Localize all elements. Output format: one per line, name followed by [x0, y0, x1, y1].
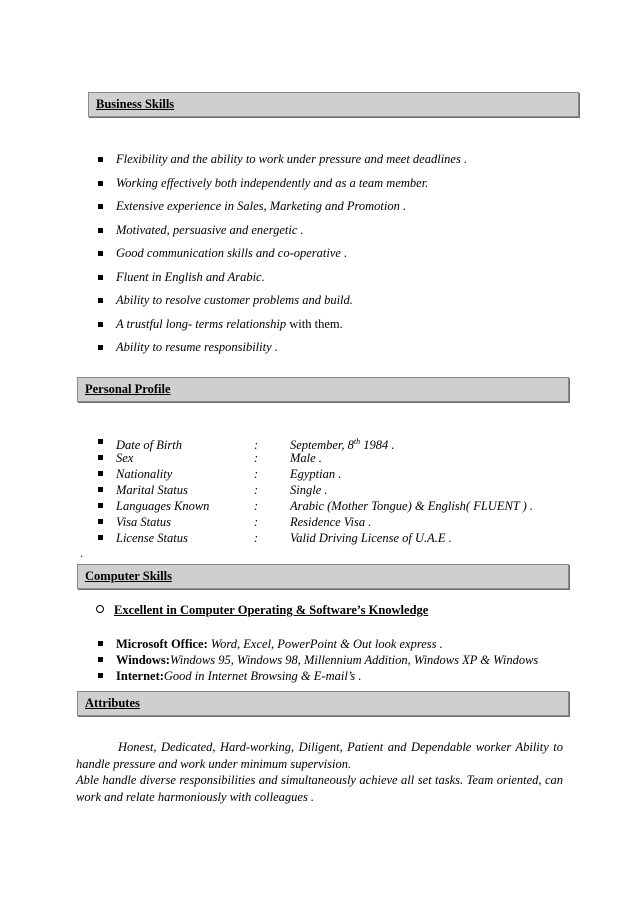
circle-bullet-icon: [96, 605, 104, 613]
list-item: Flexibility and the ability to work under pressure and meet deadlines .: [96, 151, 467, 167]
list-item: Extensive experience in Sales, Marketing and Promotion .: [96, 198, 406, 214]
list-item: Working effectively both independently and as a team member.: [96, 175, 428, 191]
business-skills-header: [88, 92, 579, 117]
personal-profile-title: Personal Profile: [85, 382, 171, 396]
trailing-mark: .: [80, 546, 83, 560]
list-item: Ability to resume responsibility .: [96, 339, 278, 355]
skill-microsoft-office: Microsoft Office: Word, Excel, PowerPoint & Out look express .: [96, 636, 538, 652]
computer-skills-headline: Excellent in Computer Operating & Software’s Knowledge: [96, 603, 428, 618]
profile-row-license-status: License Status : Valid Driving License of U.A.E .: [96, 530, 533, 546]
profile-row-dob: Date of Birth : September, 8th 1984 .: [96, 434, 533, 450]
attributes-text: [76, 739, 563, 805]
skill-internet: Internet:Good in Internet Browsing & E-mail’s .: [96, 668, 538, 684]
computer-skills-list: [96, 636, 538, 684]
list-item: Ability to resolve customer problems and build.: [96, 292, 353, 308]
list-item: Motivated, persuasive and energetic .: [96, 222, 304, 238]
profile-row-languages: Languages Known : Arabic (Mother Tongue) & English( FLUENT ) .: [96, 498, 533, 514]
personal-profile-header: [77, 377, 569, 402]
business-skills-title: Business Skills: [96, 97, 175, 111]
personal-profile-list: [96, 434, 533, 546]
profile-row-visa-status: Visa Status : Residence Visa .: [96, 514, 533, 530]
profile-row-nationality: Nationality : Egyptian .: [96, 466, 533, 482]
computer-skills-title: Computer Skills: [85, 569, 172, 583]
attributes-paragraph-2: Able handle diverse responsibilities and simultaneously achieve all set tasks. Team oriented, can work and relate harmoniously with colleagues .: [76, 773, 563, 804]
list-item: Good communication skills and co-operative .: [96, 245, 347, 261]
profile-row-marital-status: Marital Status : Single .: [96, 482, 533, 498]
dob-value: September, 8th 1984 .: [290, 437, 395, 453]
skill-windows: Windows:Windows 95, Windows 98, Millennium Addition, Windows XP & Windows: [96, 652, 538, 668]
list-item: Fluent in English and Arabic.: [96, 269, 265, 285]
profile-row-sex: Sex : Male .: [96, 450, 533, 466]
computer-skills-header: [77, 564, 569, 589]
list-item: A trustful long- terms relationship with them.: [96, 316, 343, 332]
attributes-paragraph-1: Honest, Dedicated, Hard-working, Diligent, Patient and Dependable worker Ability to handle pressure and work under minimum supervision.: [76, 740, 563, 771]
attributes-header: [77, 691, 569, 716]
attributes-title: Attributes: [85, 696, 140, 710]
